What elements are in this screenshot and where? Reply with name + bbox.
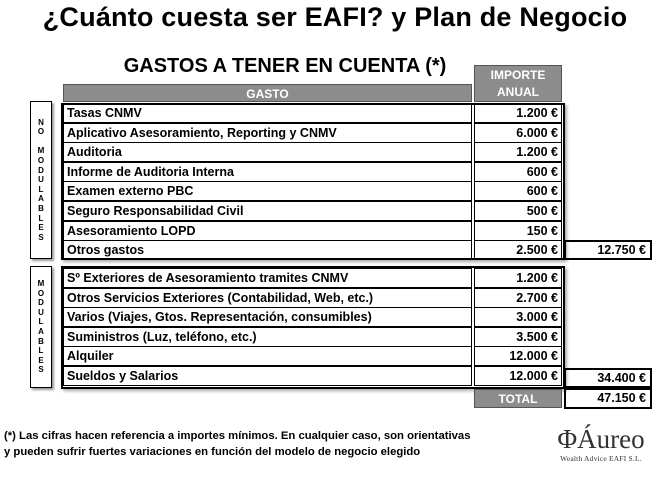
side-letter: M [37,146,45,156]
expense-name: Aplicativo Asesoramiento, Reporting y CNMV [63,123,472,143]
side-label-modulables [30,266,52,388]
side-letter: D [38,165,44,175]
expense-name: Examen externo PBC [63,181,472,201]
table-row [63,142,563,162]
side-letter: D [38,298,44,308]
table-row [63,221,563,241]
table-row [63,181,563,201]
side-letter: L [38,184,44,194]
side-letter: E [38,355,44,365]
table-row [63,201,563,221]
expense-value: 1.200 € [474,103,562,123]
no-modulables-subtotal: 12.750 € [564,240,652,260]
side-letter: B [38,203,44,213]
section-subtitle: GASTOS A TENER EN CUENTA (*) [123,55,447,77]
side-letter: S [38,232,44,242]
footnote-line1: (*) Las cifras hacen referencia a importes mínimos. En cualquier caso, son orientativas [4,430,471,442]
expense-value: 12.000 € [474,346,562,366]
expense-value: 2.700 € [474,288,562,308]
total-label: TOTAL [474,389,562,408]
table-row [63,103,563,123]
side-letter: E [38,223,44,233]
table-row [63,307,563,327]
expense-name: Auditoria [63,142,472,162]
expense-value: 600 € [474,162,562,182]
expense-value: 3.000 € [474,307,562,327]
expense-value: 500 € [474,201,562,221]
footnote-line2: y pueden sufrir fuertes variaciones en función del modelo de negocio elegido [4,446,421,458]
table-row [63,366,563,386]
expense-name: Asesoramiento LOPD [63,221,472,241]
side-letter: L [38,213,44,223]
modulables-subtotal: 34.400 € [564,368,652,388]
expense-value: 600 € [474,181,562,201]
side-letter: O [37,156,45,166]
side-letter: U [38,307,44,317]
expense-value: 150 € [474,221,562,241]
table-row [63,240,563,260]
expense-value: 1.200 € [474,142,562,162]
side-letter: A [38,194,44,204]
expense-name: Alquiler [63,346,472,366]
side-letter: U [38,175,44,185]
side-letter: O [37,127,45,137]
expense-value: 2.500 € [474,240,562,260]
expense-name: Sueldos y Salarios [63,366,472,386]
total-value: 47.150 € [564,388,652,409]
side-label-no-modulables [30,101,52,259]
side-letter: O [37,288,45,298]
table-row [63,327,563,347]
expense-name: Suministros (Luz, teléfono, etc.) [63,327,472,347]
company-logo [536,424,666,463]
expense-name: Sº Exteriores de Asesoramiento tramites CNMV [63,268,472,288]
expense-value: 12.000 € [474,366,562,386]
logo-wordmark: ΦÁureo [557,424,645,454]
expense-name: Tasas CNMV [63,103,472,123]
side-letter: B [38,336,44,346]
header-importe-anual [474,65,562,102]
table-row [63,288,563,308]
expense-name: Otros gastos [63,240,472,260]
expense-value: 6.000 € [474,123,562,143]
expense-value: 3.500 € [474,327,562,347]
header-importe-line2: ANUAL [497,85,539,99]
table-row [63,162,563,182]
page-title: ¿Cuánto cuesta ser EAFI? y Plan de Negocio [42,2,628,32]
expense-name: Informe de Auditoria Interna [63,162,472,182]
expense-name: Seguro Responsabilidad Civil [63,201,472,221]
header-importe-line1: IMPORTE [490,68,546,82]
side-letter: N [38,117,44,127]
table-row [63,123,563,143]
expense-name: Otros Servicios Exteriores (Contabilidad, Web, etc.) [63,288,472,308]
expense-value: 1.200 € [474,268,562,288]
side-letter: M [37,279,45,289]
side-letter: A [38,327,44,336]
side-letter: S [38,365,44,375]
logo-tagline: Wealth Advice EAFI S.L. [560,454,642,463]
footnote [4,428,504,460]
side-letter: L [38,317,44,327]
table-row [63,346,563,366]
header-gasto: GASTO [63,84,472,102]
side-letter: L [38,346,44,356]
expense-name: Varios (Viajes, Gtos. Representación, consumibles) [63,307,472,327]
table-row [63,268,563,288]
